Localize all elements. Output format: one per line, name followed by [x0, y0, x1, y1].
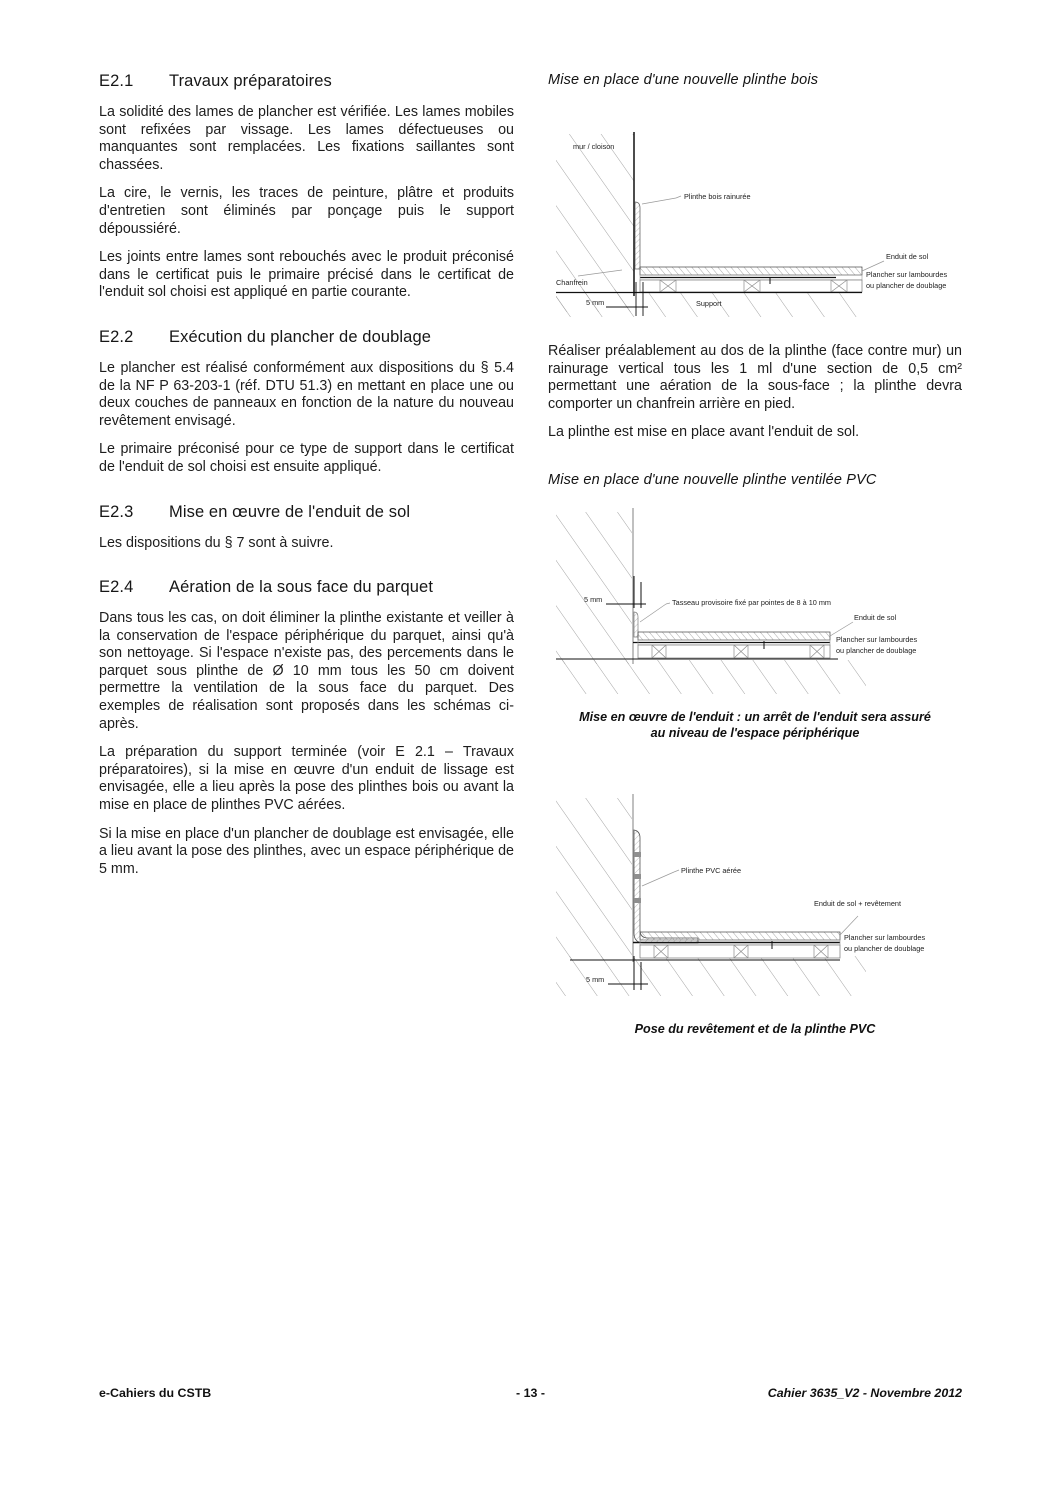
label-gap: 5 mm: [586, 974, 605, 984]
figure-pvc-plinth: [548, 790, 962, 1005]
section-title: Mise en œuvre de l'enduit de sol: [169, 502, 411, 521]
footer-publisher: e-Cahiers du CSTB: [99, 1386, 212, 1400]
footer-reference: Cahier 3635_V2 - Novembre 2012: [767, 1386, 962, 1400]
section-number: E2.2: [99, 327, 134, 346]
paragraph: Si la mise en place d'un plancher de doublage est envisagée, elle a lieu avant la pose des plinthes, avec un espace périphérique de 5 mm.: [99, 825, 514, 877]
caption-line-2: au niveau de l'espace périphérique: [650, 726, 860, 741]
paragraph: Réaliser préalablement au dos de la plinthe (face contre mur) un rainurage vertical tous les 1 ml d'une section de 0,5 cm² permettant une aération de la sous-face ; la plinthe devra comporter un chanfrein arrière en pied.: [548, 343, 962, 412]
label-chamfer: Chanfrein: [556, 278, 588, 287]
label-wall: mur / cloison: [573, 142, 615, 151]
caption-line-1: Mise en œuvre de l'enduit : un arrêt de l'enduit sera assuré: [579, 709, 931, 724]
right-column: [548, 72, 962, 1037]
label-floor-line2: ou plancher de doublage: [866, 281, 947, 290]
label-floor-line1: Plancher sur lambourdes: [844, 932, 926, 942]
paragraph: Le primaire préconisé pour ce type de support dans le certificat de l'enduit de sol choisi est ensuite appliqué.: [99, 441, 514, 475]
section-number: E2.3: [99, 502, 134, 521]
label-screed: Enduit de sol: [886, 252, 929, 261]
paragraph: Le plancher est réalisé conformément aux dispositions du § 5.4 de la NF P 63-203-1 (réf. DTU 51.3) en mettant en place une ou deux couches de panneaux en fonction de la nature du nouveau revêtement envisagé.: [99, 359, 514, 429]
paragraph: La solidité des lames de plancher est vérifiée. Les lames mobiles sont refixées par vissage. Les lames défectueuses ou manquantes sont remplacées. Les fixations saillantes sont chassées.: [99, 104, 514, 173]
paragraph: La préparation du support terminée (voir E 2.1 – Travaux préparatoires), si la mise en œuvre d'un enduit de lissage est envisagée, elle a lieu après la pose des plinthes bois ou avant la mise en place de plinthes PVC aérées.: [99, 744, 514, 814]
label-batten: Tasseau provisoire fixé par pointes de 8 à 10 mm: [672, 597, 831, 607]
paragraph: Les joints entre lames sont rebouchés avec le produit préconisé dans le certificat puis le primaire précisé dans le certificat de l'enduit sol choisi est appliqué en partie courante.: [99, 249, 514, 301]
label-floor-line1: Plancher sur lambourdes: [836, 634, 918, 644]
section-heading-e22: [99, 328, 514, 347]
figure-title-pvc-plinth: Mise en place d'une nouvelle plinthe ventilée PVC: [548, 471, 877, 488]
section-title: Aération de la sous face du parquet: [169, 578, 434, 597]
section-title: Exécution du plancher de doublage: [169, 327, 431, 346]
figure-wood-plinth: [548, 104, 962, 319]
label-screed: Enduit de sol + revêtement: [814, 898, 902, 908]
label-floor-line1: Plancher sur lambourdes: [866, 270, 948, 279]
section-heading-e24: [99, 578, 514, 597]
label-floor-line2: ou plancher de doublage: [844, 943, 925, 953]
section-number: E2.4: [99, 578, 134, 597]
label-support: Support: [696, 299, 722, 308]
label-gap: 5 mm: [584, 594, 603, 604]
label-gap: 5 mm: [586, 298, 605, 307]
paragraph: La plinthe est mise en place avant l'enduit de sol.: [548, 424, 860, 441]
section-number: E2.1: [99, 72, 134, 90]
figure-caption-screed: [548, 709, 962, 742]
footer-page-number: - 13 -: [516, 1386, 545, 1400]
paragraph: Les dispositions du § 7 sont à suivre.: [99, 534, 334, 551]
paragraph: La cire, le vernis, les traces de peinture, plâtre et produits d'entretien sont éliminés par ponçage puis le support dépoussiéré.: [99, 185, 514, 237]
section-heading-e23: [99, 503, 514, 522]
figure-title-wood-plinth: Mise en place d'une nouvelle plinthe bois: [548, 72, 819, 88]
label-screed: Enduit de sol: [854, 612, 897, 622]
label-floor-line2: ou plancher de doublage: [836, 645, 917, 655]
figure-caption-pvc: Pose du revêtement et de la plinthe PVC: [634, 1021, 876, 1036]
label-plinth: Plinthe bois rainurée: [684, 192, 751, 201]
figure-screed-batten: [548, 504, 962, 699]
label-plinth: Plinthe PVC aérée: [681, 865, 742, 875]
left-column: [99, 72, 514, 878]
section-title: Travaux préparatoires: [169, 72, 332, 90]
section-heading-e21: [99, 72, 514, 91]
page-footer: [99, 1386, 962, 1406]
paragraph: Dans tous les cas, on doit éliminer la plinthe existante et veiller à la conservation de l'espace périphérique du parquet, ainsi qu'à son nettoyage. Si l'espace n'existe pas, des percements dans le parquet sous plinthe de Ø 10 mm tous les 50 cm doivent permettre la ventilation de la sous face du parquet. Des exemples de réalisation sont proposés dans les schémas ci-après.: [99, 610, 514, 732]
